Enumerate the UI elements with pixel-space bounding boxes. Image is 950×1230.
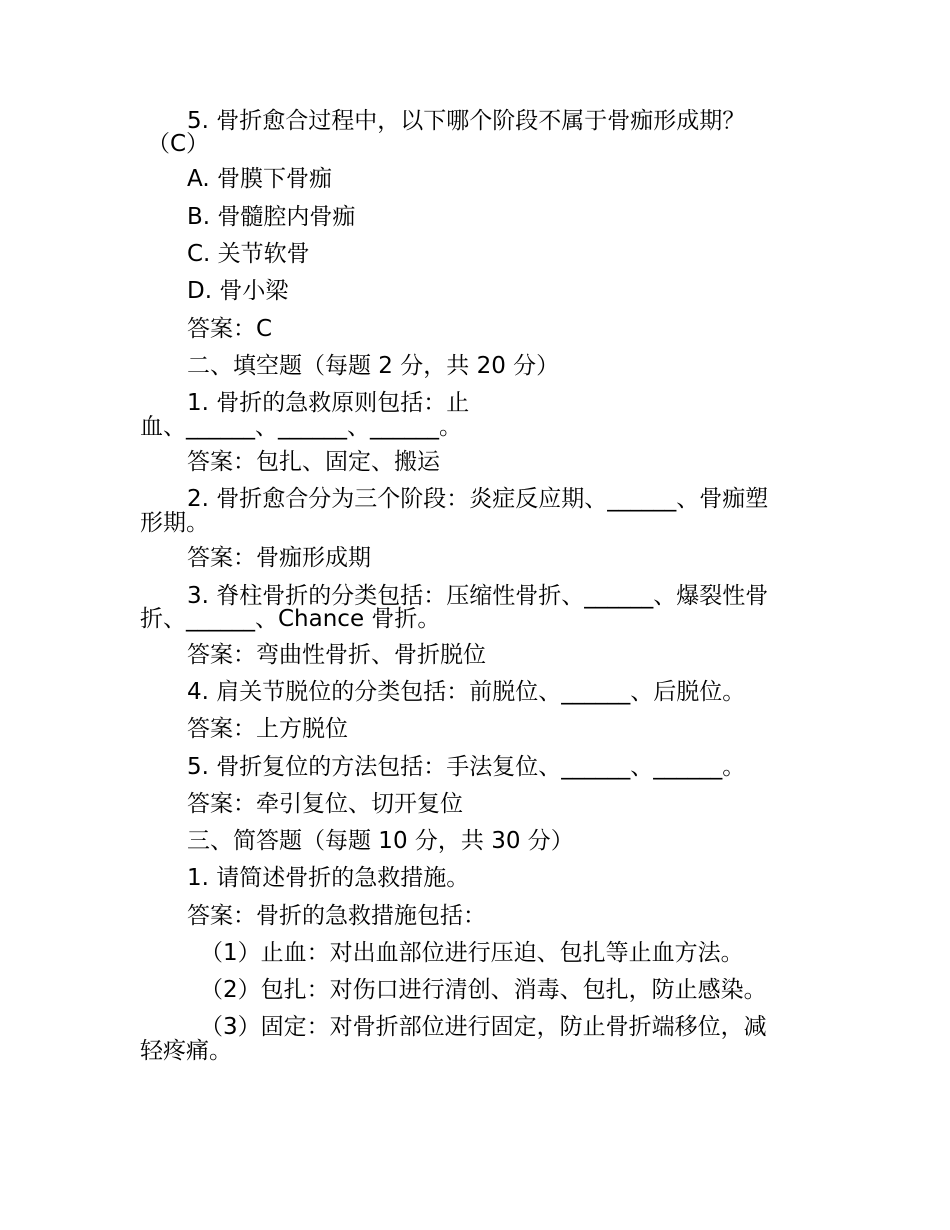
answer-q5: 答案：C [187,316,273,342]
short-answer-1-item-3-line-2: 轻疼痛。 [140,1038,232,1064]
fill-answer-5: 答案：牵引复位、切开复位 [187,791,463,817]
fill-question-1-line-1: 1. 骨折的急救原则包括：止 [187,390,470,416]
fill-question-2-line-2: 形期。 [140,510,209,536]
option-a: A. 骨膜下骨痂 [187,166,332,192]
short-answer-1-intro: 答案：骨折的急救措施包括： [187,903,486,929]
fill-question-4: 4. 肩关节脱位的分类包括：前脱位、______、后脱位。 [187,679,746,705]
section-heading-fill-in: 二、填空题（每题 2 分，共 20 分） [187,353,560,379]
short-answer-1-item-3-line-1: （3）固定：对骨折部位进行固定，防止骨折端移位，减 [200,1014,767,1040]
option-c: C. 关节软骨 [187,241,310,267]
question-5-answer-marker: （C） [147,131,210,157]
fill-answer-1: 答案：包扎、固定、搬运 [187,449,440,475]
fill-question-5: 5. 骨折复位的方法包括：手法复位、______、______。 [187,754,746,780]
question-5-text: 5. 骨折愈合过程中，以下哪个阶段不属于骨痂形成期？ [187,108,746,134]
fill-answer-3: 答案：弯曲性骨折、骨折脱位 [187,642,486,668]
fill-question-3-line-1: 3. 脊柱骨折的分类包括：压缩性骨折、______、爆裂性骨 [187,583,769,609]
fill-answer-4: 答案：上方脱位 [187,716,348,742]
fill-question-2-line-1: 2. 骨折愈合分为三个阶段：炎症反应期、______、骨痂塑 [187,486,769,512]
section-heading-short-answer: 三、简答题（每题 10 分，共 30 分） [187,828,574,854]
short-answer-1-item-2: （2）包扎：对伤口进行清创、消毒、包扎，防止感染。 [200,977,767,1003]
fill-question-3-line-2: 折、______、Chance 骨折。 [140,606,441,632]
fill-answer-2: 答案：骨痂形成期 [187,545,371,571]
option-d: D. 骨小梁 [187,278,289,304]
fill-question-1-line-2: 血、______、______、______。 [140,414,462,440]
short-answer-1-item-1: （1）止血：对出血部位进行压迫、包扎等止血方法。 [200,940,744,966]
short-question-1: 1. 请简述骨折的急救措施。 [187,865,470,891]
option-b: B. 骨髓腔内骨痂 [187,204,356,230]
